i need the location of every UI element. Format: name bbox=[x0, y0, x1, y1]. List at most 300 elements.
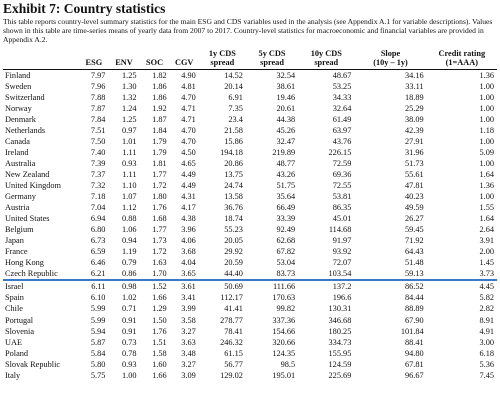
value-cell: 1.00 bbox=[479, 136, 494, 146]
value-cell: 23.4 bbox=[228, 114, 243, 124]
value-cell: 7.32 bbox=[90, 180, 106, 190]
value-cell: 196.6 bbox=[332, 293, 352, 303]
country-cell: United States bbox=[5, 214, 50, 224]
value-cell: 6.18 bbox=[479, 348, 494, 358]
value-cell: 1.58 bbox=[152, 348, 167, 358]
country-cell: Chile bbox=[5, 304, 23, 314]
table-row bbox=[3, 191, 497, 202]
value-cell: 155.95 bbox=[328, 348, 352, 358]
value-cell: 3.68 bbox=[181, 247, 196, 257]
value-cell: 4.70 bbox=[181, 92, 196, 102]
value-cell: 6.10 bbox=[90, 293, 106, 303]
table-row bbox=[3, 158, 497, 169]
country-cell: Czech Republic bbox=[3, 268, 79, 280]
column-header-line1: 5y CDS bbox=[258, 49, 286, 59]
value-cell: 94.80 bbox=[404, 348, 424, 358]
country-statistics-table bbox=[3, 44, 497, 381]
value-cell: 36.76 bbox=[224, 203, 243, 213]
country-cell: Norway bbox=[5, 103, 32, 113]
value-cell: 0.73 bbox=[122, 337, 137, 347]
value-cell: 4.38 bbox=[181, 214, 196, 224]
value-cell: 1.81 bbox=[152, 158, 167, 168]
value-cell: 1.76 bbox=[152, 326, 167, 336]
value-cell: 4.45 bbox=[479, 282, 494, 292]
value-cell: 6.59 bbox=[90, 247, 106, 257]
value-cell: 1.19 bbox=[122, 247, 137, 257]
value-cell: 31.96 bbox=[404, 147, 424, 157]
country-cell: Slovenia bbox=[5, 326, 35, 336]
value-cell: 4.91 bbox=[479, 326, 494, 336]
column-header bbox=[298, 44, 354, 69]
column-header-line2: (10y – 1y) bbox=[373, 57, 408, 67]
value-cell: 4.49 bbox=[181, 169, 196, 179]
value-cell: 1.18 bbox=[479, 125, 494, 135]
value-cell: 98.5 bbox=[280, 359, 296, 369]
value-cell: 59.13 bbox=[354, 268, 426, 280]
table-row bbox=[3, 326, 497, 337]
column-header-line2: SOC bbox=[146, 57, 164, 67]
country-cell: Japan bbox=[5, 236, 24, 246]
value-cell: 4.65 bbox=[181, 158, 196, 168]
value-cell: 50.69 bbox=[224, 282, 243, 292]
value-cell: 59.45 bbox=[404, 225, 424, 235]
country-cell: Spain bbox=[5, 293, 24, 303]
value-cell: 20.59 bbox=[224, 258, 243, 268]
value-cell: 1.77 bbox=[152, 225, 167, 235]
column-header bbox=[246, 44, 298, 69]
value-cell: 7.35 bbox=[228, 103, 243, 113]
value-cell: 1.76 bbox=[152, 203, 167, 213]
exhibit-title: Exhibit 7: Country statistics bbox=[3, 1, 166, 16]
value-cell: 170.63 bbox=[272, 293, 296, 303]
table-row bbox=[3, 69, 497, 81]
table-row bbox=[3, 81, 497, 92]
value-cell: 13.75 bbox=[224, 169, 243, 179]
column-header-line1: Credit rating bbox=[438, 49, 486, 59]
value-cell: 38.61 bbox=[276, 81, 296, 91]
value-cell: 1.00 bbox=[479, 158, 494, 168]
value-cell: 64.43 bbox=[404, 247, 424, 257]
country-cell: Switzerland bbox=[5, 92, 45, 102]
country-cell: Hong Kong bbox=[5, 258, 44, 268]
value-cell: 7.50 bbox=[90, 136, 106, 146]
value-cell: 1.64 bbox=[479, 169, 494, 179]
table-row bbox=[3, 180, 497, 191]
value-cell: 55.23 bbox=[224, 225, 243, 235]
value-cell: 78.41 bbox=[224, 326, 243, 336]
value-cell: 1.87 bbox=[152, 114, 167, 124]
table-row bbox=[3, 169, 497, 180]
value-cell: 7.96 bbox=[90, 81, 106, 91]
value-cell: 6.21 bbox=[79, 268, 108, 280]
value-cell: 195.01 bbox=[272, 370, 296, 380]
value-cell: 55.61 bbox=[404, 169, 424, 179]
value-cell: 3.58 bbox=[181, 315, 196, 325]
value-cell: 19.46 bbox=[276, 92, 296, 102]
value-cell: 21.58 bbox=[224, 125, 243, 135]
value-cell: 1.11 bbox=[122, 147, 137, 157]
value-cell: 1.45 bbox=[479, 258, 494, 268]
value-cell: 1.24 bbox=[122, 103, 137, 113]
table-row bbox=[3, 257, 497, 268]
value-cell: 1.52 bbox=[152, 282, 167, 292]
value-cell: 0.79 bbox=[122, 258, 137, 268]
value-cell: 40.23 bbox=[404, 192, 424, 202]
value-cell: 53.25 bbox=[332, 81, 352, 91]
value-cell: 4.06 bbox=[181, 236, 196, 246]
value-cell: 320.66 bbox=[272, 337, 296, 347]
value-cell: 4.50 bbox=[181, 147, 196, 157]
value-cell: 1.50 bbox=[152, 315, 167, 325]
value-cell: 7.45 bbox=[479, 370, 494, 380]
value-cell: 101.84 bbox=[400, 326, 424, 336]
value-cell: 42.39 bbox=[404, 125, 424, 135]
value-cell: 86.52 bbox=[404, 282, 424, 292]
table-row bbox=[3, 92, 497, 103]
column-header bbox=[199, 44, 246, 69]
value-cell: 1.12 bbox=[122, 203, 137, 213]
value-cell: 124.59 bbox=[328, 359, 352, 369]
value-cell: 0.86 bbox=[108, 268, 139, 280]
value-cell: 194.18 bbox=[220, 147, 243, 157]
column-header-line1: 10y CDS bbox=[310, 49, 342, 59]
value-cell: 3.96 bbox=[181, 225, 196, 235]
value-cell: 1.86 bbox=[152, 92, 167, 102]
value-cell: 4.71 bbox=[181, 114, 196, 124]
table-row bbox=[3, 370, 497, 381]
table-row bbox=[3, 280, 497, 292]
value-cell: 180.25 bbox=[328, 326, 352, 336]
value-cell: 154.66 bbox=[272, 326, 296, 336]
value-cell: 246.32 bbox=[220, 337, 243, 347]
value-cell: 1.82 bbox=[152, 70, 167, 80]
value-cell: 4.04 bbox=[181, 258, 196, 268]
value-cell: 3.65 bbox=[170, 268, 199, 280]
value-cell: 49.59 bbox=[404, 203, 424, 213]
table-row bbox=[3, 315, 497, 326]
value-cell: 51.73 bbox=[404, 158, 424, 168]
value-cell: 8.91 bbox=[479, 315, 494, 325]
country-cell: Italy bbox=[5, 370, 21, 380]
value-cell: 1.77 bbox=[152, 169, 167, 179]
value-cell: 1.07 bbox=[122, 192, 137, 202]
value-cell: 3.27 bbox=[181, 326, 196, 336]
value-cell: 1.66 bbox=[152, 293, 167, 303]
value-cell: 24.74 bbox=[224, 180, 243, 190]
value-cell: 71.92 bbox=[404, 236, 424, 246]
country-cell: Denmark bbox=[5, 114, 36, 124]
value-cell: 1.64 bbox=[479, 214, 494, 224]
value-cell: 337.36 bbox=[272, 315, 296, 325]
value-cell: 4.70 bbox=[181, 136, 196, 146]
country-cell: Belgium bbox=[5, 225, 34, 235]
value-cell: 86.35 bbox=[332, 203, 352, 213]
value-cell: 45.01 bbox=[332, 214, 352, 224]
value-cell: 0.91 bbox=[122, 315, 137, 325]
value-cell: 6.94 bbox=[90, 214, 106, 224]
column-header bbox=[140, 44, 170, 69]
value-cell: 35.64 bbox=[276, 192, 296, 202]
column-header-line2: CGV bbox=[174, 57, 194, 67]
value-cell: 0.98 bbox=[122, 282, 137, 292]
value-cell: 69.36 bbox=[332, 169, 352, 179]
value-cell: 1.72 bbox=[152, 247, 167, 257]
value-cell: 4.90 bbox=[181, 70, 196, 80]
country-cell: Slovak Republic bbox=[5, 359, 61, 369]
value-cell: 5.87 bbox=[90, 337, 106, 347]
value-cell: 43.76 bbox=[332, 136, 352, 146]
value-cell: 7.84 bbox=[90, 114, 106, 124]
value-cell: 1.11 bbox=[122, 169, 137, 179]
value-cell: 7.51 bbox=[90, 125, 106, 135]
value-cell: 3.91 bbox=[479, 236, 494, 246]
value-cell: 43.26 bbox=[276, 169, 296, 179]
value-cell: 1.55 bbox=[479, 203, 494, 213]
value-cell: 1.02 bbox=[122, 293, 137, 303]
value-cell: 1.01 bbox=[122, 136, 137, 146]
column-header bbox=[3, 44, 79, 69]
value-cell: 129.02 bbox=[220, 370, 243, 380]
value-cell: 3.48 bbox=[181, 348, 196, 358]
table-row bbox=[3, 147, 497, 158]
value-cell: 72.59 bbox=[332, 158, 352, 168]
value-cell: 34.33 bbox=[332, 92, 352, 102]
value-cell: 5.75 bbox=[90, 370, 106, 380]
value-cell: 7.88 bbox=[90, 92, 106, 102]
value-cell: 88.89 bbox=[404, 304, 424, 314]
value-cell: 111.66 bbox=[272, 282, 296, 292]
country-cell: France bbox=[5, 247, 28, 257]
value-cell: 1.30 bbox=[122, 81, 137, 91]
value-cell: 3.63 bbox=[181, 337, 196, 347]
value-cell: 6.80 bbox=[90, 225, 106, 235]
value-cell: 1.70 bbox=[140, 268, 170, 280]
value-cell: 32.54 bbox=[276, 70, 296, 80]
value-cell: 4.31 bbox=[181, 192, 196, 202]
column-header bbox=[427, 44, 497, 69]
value-cell: 3.61 bbox=[181, 282, 196, 292]
header-row bbox=[3, 44, 497, 69]
value-cell: 45.26 bbox=[276, 125, 296, 135]
value-cell: 346.68 bbox=[328, 315, 352, 325]
value-cell: 33.11 bbox=[405, 81, 424, 91]
value-cell: 56.77 bbox=[224, 359, 243, 369]
value-cell: 1.86 bbox=[152, 81, 167, 91]
country-cell: Ireland bbox=[5, 147, 29, 157]
value-cell: 1.60 bbox=[152, 359, 167, 369]
country-cell: UAE bbox=[5, 337, 23, 347]
value-cell: 51.75 bbox=[276, 180, 296, 190]
value-cell: 1.00 bbox=[479, 103, 494, 113]
value-cell: 32.64 bbox=[332, 103, 352, 113]
table-row bbox=[3, 103, 497, 114]
value-cell: 20.61 bbox=[276, 103, 296, 113]
country-cell: New Zealand bbox=[5, 169, 50, 179]
value-cell: 114.68 bbox=[328, 225, 352, 235]
value-cell: 1.00 bbox=[479, 81, 494, 91]
value-cell: 7.40 bbox=[90, 147, 106, 157]
column-header-line2: (1=AAA) bbox=[445, 57, 479, 67]
value-cell: 34.16 bbox=[404, 70, 424, 80]
value-cell: 96.67 bbox=[404, 370, 424, 380]
value-cell: 3.27 bbox=[181, 359, 196, 369]
country-cell: Poland bbox=[5, 348, 29, 358]
table-row bbox=[3, 246, 497, 257]
value-cell: 44.40 bbox=[199, 268, 246, 280]
value-cell: 92.49 bbox=[276, 225, 296, 235]
value-cell: 124.35 bbox=[272, 348, 296, 358]
value-cell: 7.04 bbox=[90, 203, 106, 213]
value-cell: 278.77 bbox=[220, 315, 243, 325]
value-cell: 1.36 bbox=[479, 70, 494, 80]
value-cell: 5.94 bbox=[90, 326, 106, 336]
value-cell: 4.70 bbox=[181, 125, 196, 135]
value-cell: 44.38 bbox=[276, 114, 296, 124]
value-cell: 0.93 bbox=[122, 158, 137, 168]
value-cell: 3.09 bbox=[181, 370, 196, 380]
value-cell: 3.00 bbox=[479, 337, 494, 347]
value-cell: 48.67 bbox=[332, 70, 352, 80]
value-cell: 6.46 bbox=[90, 258, 106, 268]
table-row bbox=[3, 213, 497, 224]
table-row bbox=[3, 292, 497, 303]
value-cell: 51.48 bbox=[404, 258, 424, 268]
value-cell: 66.49 bbox=[276, 203, 296, 213]
value-cell: 7.37 bbox=[90, 169, 106, 179]
value-cell: 1.00 bbox=[122, 370, 137, 380]
value-cell: 0.71 bbox=[122, 304, 137, 314]
column-header-line2: ESG bbox=[85, 57, 103, 67]
column-header-line2: ENV bbox=[115, 57, 133, 67]
value-cell: 4.71 bbox=[181, 103, 196, 113]
value-cell: 91.97 bbox=[332, 236, 352, 246]
value-cell: 38.09 bbox=[404, 114, 424, 124]
column-header bbox=[170, 44, 199, 69]
column-header bbox=[79, 44, 108, 69]
value-cell: 7.18 bbox=[90, 192, 106, 202]
value-cell: 4.17 bbox=[181, 203, 196, 213]
value-cell: 219.89 bbox=[272, 147, 296, 157]
country-cell: Portugal bbox=[5, 315, 34, 325]
column-header bbox=[354, 44, 426, 69]
value-cell: 20.05 bbox=[224, 236, 243, 246]
column-header-line1: 1y CDS bbox=[208, 49, 236, 59]
value-cell: 61.49 bbox=[332, 114, 352, 124]
value-cell: 1.73 bbox=[152, 236, 167, 246]
value-cell: 1.79 bbox=[152, 147, 167, 157]
value-cell: 33.39 bbox=[276, 214, 296, 224]
value-cell: 99.82 bbox=[276, 304, 296, 314]
value-cell: 72.07 bbox=[332, 258, 352, 268]
value-cell: 27.91 bbox=[404, 136, 424, 146]
value-cell: 0.97 bbox=[122, 125, 137, 135]
table-row bbox=[3, 337, 497, 348]
column-header-line2: spread bbox=[210, 57, 235, 67]
value-cell: 5.09 bbox=[479, 147, 494, 157]
table-row bbox=[3, 125, 497, 136]
value-cell: 53.04 bbox=[276, 258, 296, 268]
value-cell: 18.89 bbox=[404, 92, 424, 102]
value-cell: 7.87 bbox=[90, 103, 106, 113]
value-cell: 1.84 bbox=[152, 125, 167, 135]
table-row bbox=[3, 359, 497, 370]
value-cell: 1.51 bbox=[152, 337, 167, 347]
value-cell: 5.82 bbox=[479, 293, 494, 303]
country-cell: Israel bbox=[5, 282, 24, 292]
column-header bbox=[108, 44, 139, 69]
value-cell: 3.99 bbox=[181, 304, 196, 314]
country-cell: Netherlands bbox=[5, 125, 46, 135]
value-cell: 1.68 bbox=[152, 214, 167, 224]
value-cell: 7.97 bbox=[90, 70, 106, 80]
value-cell: 1.80 bbox=[152, 192, 167, 202]
value-cell: 334.73 bbox=[328, 337, 352, 347]
value-cell: 2.00 bbox=[479, 247, 494, 257]
value-cell: 62.68 bbox=[276, 236, 296, 246]
value-cell: 112.17 bbox=[220, 293, 243, 303]
value-cell: 72.55 bbox=[332, 180, 352, 190]
value-cell: 7.39 bbox=[90, 158, 106, 168]
country-cell: Sweden bbox=[5, 81, 32, 91]
column-header-line1: Slope bbox=[380, 49, 401, 59]
value-cell: 0.91 bbox=[122, 326, 137, 336]
table-row bbox=[3, 114, 497, 125]
country-cell: Australia bbox=[5, 158, 36, 168]
value-cell: 18.74 bbox=[224, 214, 243, 224]
column-header-line2: spread bbox=[314, 57, 339, 67]
value-cell: 20.86 bbox=[224, 158, 243, 168]
column-header-line2: spread bbox=[260, 57, 284, 67]
value-cell: 67.82 bbox=[276, 247, 296, 257]
country-cell: Germany bbox=[5, 192, 36, 202]
value-cell: 1.25 bbox=[122, 70, 137, 80]
country-cell: Finland bbox=[5, 70, 31, 80]
table-row bbox=[3, 268, 497, 280]
value-cell: 1.29 bbox=[152, 304, 167, 314]
value-cell: 1.00 bbox=[479, 114, 494, 124]
value-cell: 67.81 bbox=[404, 359, 424, 369]
value-cell: 137.2 bbox=[332, 282, 352, 292]
table-description: This table reports country-level summary statistics for the main ESG and CDS variables used in the analysis (see Appendix A.1 for variable descriptions). Values shown in this table are time-series means of yearly data from 2007 to 2017. Country-level statistics for macroeconomic and financial variables are provided in Appendix A.2. bbox=[3, 17, 493, 44]
country-cell: Austria bbox=[5, 203, 30, 213]
value-cell: 103.54 bbox=[298, 268, 354, 280]
value-cell: 88.41 bbox=[404, 337, 424, 347]
value-cell: 6.73 bbox=[90, 236, 106, 246]
value-cell: 0.94 bbox=[122, 236, 137, 246]
value-cell: 5.80 bbox=[90, 359, 106, 369]
value-cell: 130.31 bbox=[328, 304, 352, 314]
value-cell: 1.63 bbox=[152, 258, 167, 268]
value-cell: 6.11 bbox=[91, 282, 106, 292]
value-cell: 5.99 bbox=[90, 304, 106, 314]
value-cell: 0.78 bbox=[122, 348, 137, 358]
value-cell: 20.14 bbox=[224, 81, 243, 91]
value-cell: 61.15 bbox=[224, 348, 243, 358]
value-cell: 1.25 bbox=[122, 114, 137, 124]
value-cell: 15.86 bbox=[224, 136, 243, 146]
table-row bbox=[3, 136, 497, 147]
value-cell: 1.10 bbox=[122, 180, 137, 190]
value-cell: 29.92 bbox=[224, 247, 243, 257]
value-cell: 1.92 bbox=[152, 103, 167, 113]
value-cell: 4.81 bbox=[181, 81, 196, 91]
value-cell: 63.97 bbox=[332, 125, 352, 135]
value-cell: 53.81 bbox=[332, 192, 352, 202]
value-cell: 41.41 bbox=[224, 304, 243, 314]
value-cell: 67.90 bbox=[404, 315, 424, 325]
value-cell: 25.29 bbox=[404, 103, 424, 113]
value-cell: 1.00 bbox=[479, 92, 494, 102]
